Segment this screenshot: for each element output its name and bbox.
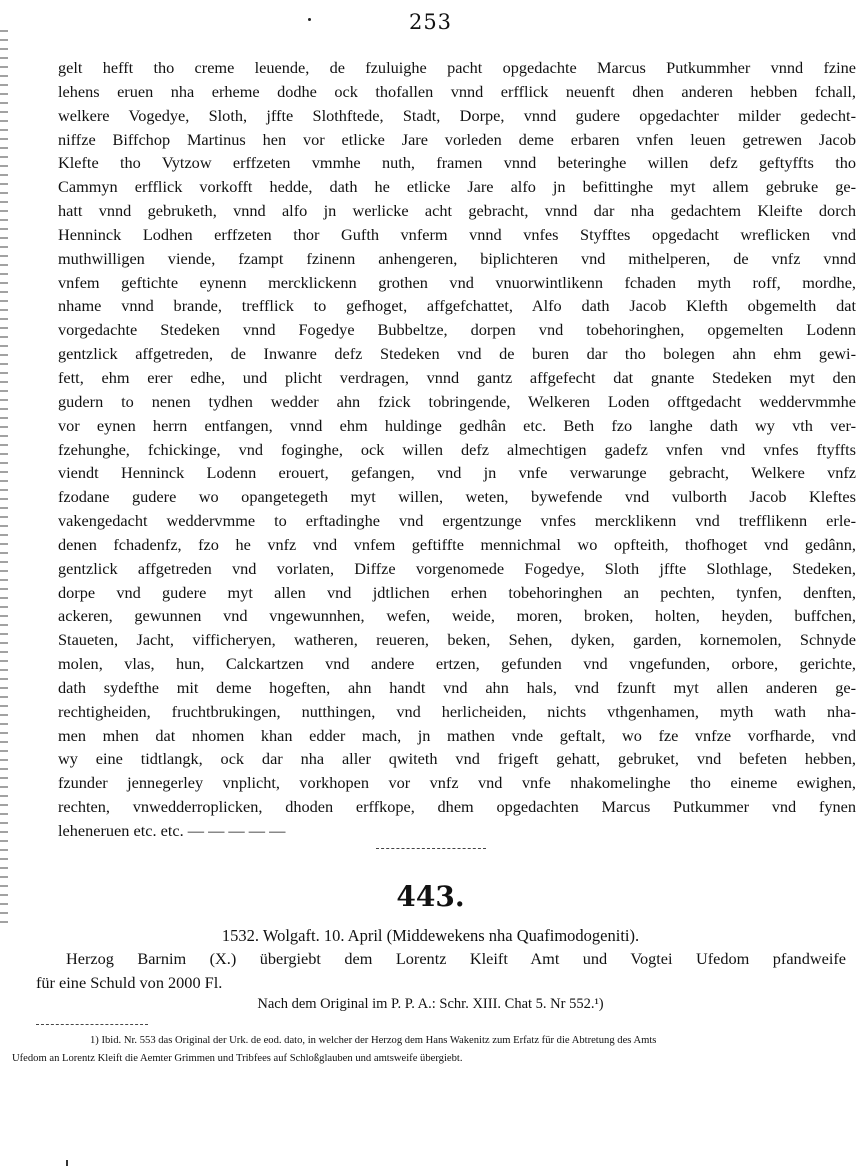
body-line: viendt Henninck Lodenn erouert, gefangen, vnd jn vnfe verwarunge gebracht, Welkere vnfz <box>58 463 856 483</box>
body-line: men mhen dat nhomen khan edder mach, jn mathen vnde geftalt, wo fze vnfze vorfharde, vnd <box>58 725 856 745</box>
body-line: vakengedacht weddervmme to erftadinghe vnd ergentzunge vnfes mercklikenn vnd trefflikenn erle- <box>58 511 856 531</box>
body-line: vorgedachte Stedeken vnnd Fogedye Bubbeltze, dorpen vnd tobehoringhen, opgemelten Lodenn <box>58 320 856 340</box>
document-number: 443. <box>396 880 465 913</box>
body-line: vnfem geftichte eynenn mercklickenn grothen vnd vnuorwintlikenn fchaden myth roff, mordhe, <box>58 272 856 292</box>
body-line: gudern to nenen tydhen wedder ahn fzick tobringende, Welkeren Loden offtgedacht weddervmmhe <box>58 391 856 411</box>
body-line: hatt vnnd gebruketh, vnnd alfo jn werlicke acht gebracht, vnnd dar nha gedachtem Kleifte dorch <box>58 201 856 221</box>
body-line: fzodane gudere wo opangetegeth myt willen, weten, bywefende vnd vulborth Jacob Kleftes <box>58 487 856 507</box>
summary-line: Herzog Barnim (X.) übergiebt dem Lorentz Kleift Amt und Vogtei Ufedom pfandweife <box>66 949 846 968</box>
body-line: rechtigheiden, fruchtbrukingen, nutthingen, vnd herlicheiden, nichts vthgenhamen, myth wath nha- <box>58 701 856 721</box>
body-line: rechten, vnwedderroplicken, dhoden erffkope, dhem opgedachten Marcus Putkummer vnd fynen <box>58 797 856 817</box>
footnote-rule <box>36 1024 148 1025</box>
body-line: ackeren, gewunnen vnd vngewunnhen, wefen, weide, moren, broken, holten, heyden, buffchen, <box>58 606 856 626</box>
body-line: fett, ehm erer edhe, und plicht verdragen, vnnd gantz affgefecht dat gnante Stedeken myt den <box>58 367 856 387</box>
footnote-line: 1) Ibid. Nr. 553 das Original der Urk. de eod. dato, in welcher der Herzog dem Hans Wakenitz zum Erfatz für die Abtretung des Amts <box>90 1035 657 1046</box>
scan-mark <box>66 1160 68 1166</box>
body-line: Klefte tho Vytzow erffzeten vmmhe nuth, framen vnnd beteringhe willen defz geftyffts tho <box>58 153 856 173</box>
footnote <box>12 1032 848 1068</box>
body-line: dorpe vnd gudere myt allen vnd jdtlichen erhen tobehoringhen an pechten, tynfen, denften, <box>58 582 856 602</box>
body-line: denen fchadenfz, fzo he vnfz vnd vnfem geftiffte mennichmal wo opfteith, thofhoget vnd gedânn, <box>58 534 856 554</box>
body-line: gentzlick affgetreden vnd vorlaten, Diffze vorgenomede Fogedye, Sloth jffte Slothlage, Stedeken, <box>58 558 856 578</box>
body-line: welkere Vogedye, Sloth, jffte Slothftede, Stadt, Dorpe, vnnd gudere opgedachter milder gedecht- <box>58 105 856 125</box>
body-line: Staueten, Jacht, vifficheryen, watheren, reueren, beken, Sehen, dyken, garden, kornemolen, Schnyde <box>58 630 856 650</box>
body-line: wy eine tidtlangk, ock dar nha aller qwiteth vnd frigeft gehatt, gebruket, vnd befeten hebben, <box>58 749 856 769</box>
body-line: fzehunghe, fchickinge, vnd foginghe, ock willen defz almechtigen gadefz vnfen vnd vnfes ftyffts <box>58 439 856 459</box>
body-line: muthwilligen viende, fzampt fzinenn anhengeren, biplichteren vnd mithelperen, de vnfz vnnd <box>58 248 856 268</box>
scan-binding-edge <box>0 30 8 930</box>
summary-line: für eine Schuld von 2000 Fl. <box>36 973 223 992</box>
section-separator <box>376 848 486 849</box>
body-line: vor eynen herrn entfangen, vnnd ehm huldinge gedhân etc. Beth fzo langhe dath wy vth ver- <box>58 415 856 435</box>
body-line: gelt hefft tho creme leuende, de fzuluighe pacht opgedachte Marcus Putkummher vnnd fzine <box>58 58 856 77</box>
body-line: lehens eruen nha erheme dodhe ock thofallen vnnd erfflick neuenft dhen anderen hebben fchall, <box>58 81 856 101</box>
page-number: 253 <box>408 10 453 34</box>
body-line: leheneruen etc. etc. — — — — — <box>58 821 286 840</box>
document-summary <box>36 947 846 995</box>
source-note: Nach dem Original im P. P. A.: Schr. XIII. Chat 5. Nr 552.¹) <box>257 996 604 1012</box>
body-line: fzunder jennegerley vnplicht, vorkhopen vor vnfz vnd vnfe nhakomelinghe tho eineme ewighen, <box>58 773 856 793</box>
body-line: Henninck Lodhen erffzeten thor Gufth vnferm vnnd vnfes Styfftes opgedacht wreflicken vnd <box>58 224 856 244</box>
footnote-line: Ufedom an Lorentz Kleift die Aemter Grimmen und Tribfees auf Schloßglauben und amtsweife übergiebt. <box>12 1053 463 1064</box>
body-line: dath sydefthe mit deme hogeften, ahn handt vnd ahn hals, vnd fzunft myt allen anderen ge- <box>58 677 856 697</box>
body-line: nhame vnnd brande, trefflick to gefhoget, affgefchattet, Alfo dath Jacob Klefth obgemelth dat <box>58 296 856 316</box>
document-body-text <box>58 56 856 843</box>
body-line: Cammyn erfflick vorkofft hedde, dath he etlicke Jare alfo jn befittinghe myt allem gebruke ge- <box>58 177 856 197</box>
document-dateline: 1532. Wolgaft. 10. April (Middewekens nha Quafimodogeniti). <box>221 926 640 945</box>
body-line: gentzlick affgetreden, de Inwanre defz Stedeken vnd de buren dar tho bolegen ahn ehm gewi- <box>58 344 856 364</box>
body-line: niffze Biffchop Martinus hen vor etlicke Jare vorleden deme erbaren vnfen leuen getrewen Jacob <box>58 129 856 149</box>
body-line: molen, vlas, hun, Calckartzen vnd andere ertzen, gefunden vnd vngefunden, orbore, gerichte, <box>58 654 856 674</box>
